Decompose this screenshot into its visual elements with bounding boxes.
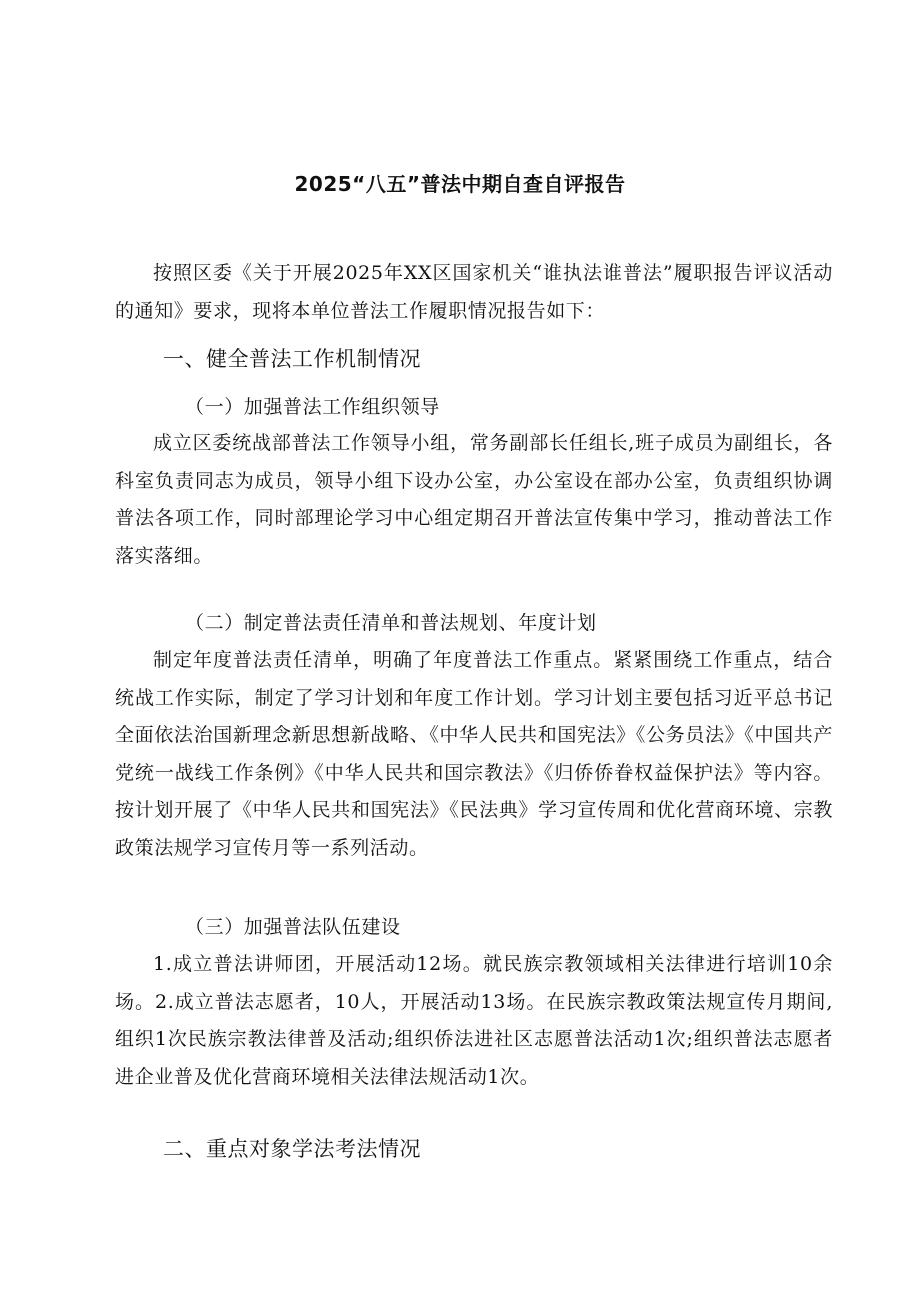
section1-heading: 一、健全普法工作机制情况 [163, 347, 421, 371]
section1-sub1-body: 成立区委统战部普法工作领导小组，常务副部长任组长,班子成员为副组长，各科室负责同志为成员，领导小组下设办公室，办公室设在部办公室，负责组织协调普法各项工作，同时部理论学习中心组定期召开普法宣传集中学习，推动普法工作落实落细。 [115, 432, 833, 567]
section1-sub1-heading: （一）加强普法工作组织领导 [185, 396, 440, 418]
document-title: 2025“八五”普法中期自查自评报告 [294, 172, 626, 196]
section1-sub2-heading: （二）制定普法责任清单和普法规划、年度计划 [185, 612, 597, 634]
section1-sub3-body: 1.成立普法讲师团，开展活动12场。就民族宗教领域相关法律进行培训10余场。2.成立普法志愿者，10人，开展活动13场。在民族宗教政策法规宣传月期间,组织1次民族宗教法律普及活动;组织侨法进社区志愿普法活动1次;组织普法志愿者进企业普及优化营商环境相关法律法规活动1次。 [115, 953, 833, 1088]
section1-sub2-body: 制定年度普法责任清单，明确了年度普法工作重点。紧紧围绕工作重点，结合统战工作实际，制定了学习计划和年度工作计划。学习计划主要包括习近平总书记全面依法治国新理念新思想新战略、《中华人民共和国宪法》《公务员法》《中国共产党统一战线工作条例》《中华人民共和国宗教法》《归侨侨眷权益保护法》等内容。按计划开展了《中华人民共和国宪法》《民法典》学习宣传周和优化营商环境、宗教政策法规学习宣传月等一系列活动。 [115, 649, 833, 859]
section2-heading: 二、重点对象学法考法情况 [163, 1137, 421, 1161]
intro-paragraph: 按照区委《关于开展2025年XX区国家机关“谁执法谁普法”履职报告评议活动的通知》要求，现将本单位普法工作履职情况报告如下： [115, 262, 833, 322]
section1-sub3-heading: （三）加强普法队伍建设 [185, 916, 401, 938]
